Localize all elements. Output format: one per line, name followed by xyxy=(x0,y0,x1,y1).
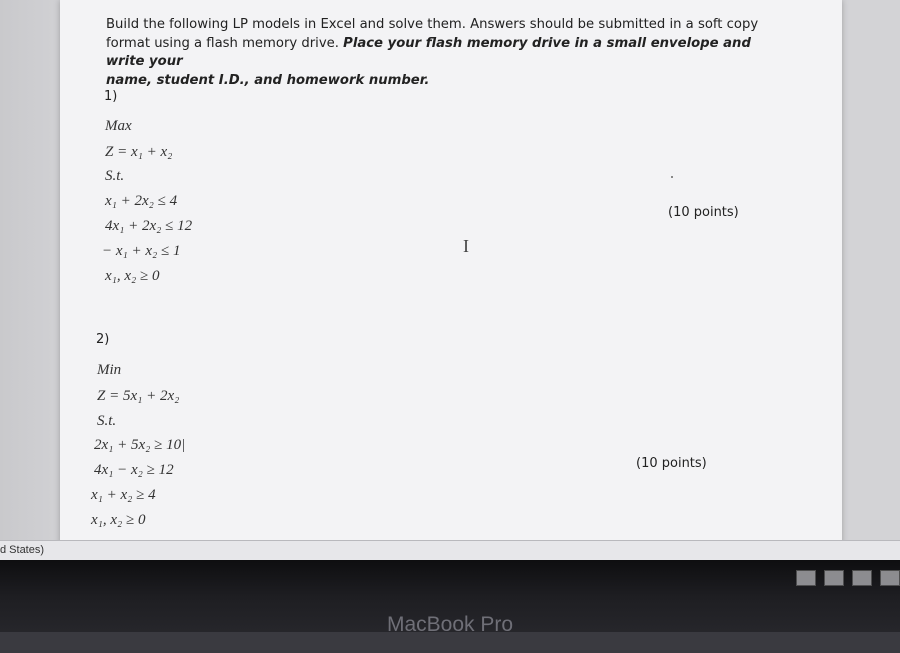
q2-constraint-1: 2x₁ + 5x₂ ≥ 10| xyxy=(94,437,186,453)
stray-dot xyxy=(671,176,673,178)
right-margin xyxy=(842,0,900,560)
q1-nonnegativity: x₁, x₂ ≥ 0 xyxy=(105,268,160,284)
outline-icon[interactable] xyxy=(852,570,872,586)
q1-subject-to: S.t. xyxy=(105,168,125,184)
q1-objective: Z = x₁ + x₂ xyxy=(105,144,173,160)
q1-points: (10 points) xyxy=(668,205,739,220)
text-cursor-icon: I xyxy=(463,236,469,256)
q1-constraint-3: − x₁ + x₂ ≤ 1 xyxy=(102,243,181,259)
status-language[interactable]: d States) xyxy=(0,544,45,556)
instructions-line-1: Build the following LP models in Excel and solve them. Answers should be submitted in a soft copy xyxy=(106,17,759,32)
q2-subject-to: S.t. xyxy=(97,413,117,429)
q2-constraint-3: x₁ + x₂ ≥ 4 xyxy=(91,487,156,503)
q1-constraint-1: x₁ + 2x₂ ≤ 4 xyxy=(105,193,178,209)
web-layout-icon[interactable] xyxy=(824,570,844,586)
q2-points: (10 points) xyxy=(636,456,707,471)
q2-constraint-2: 4x₁ − x₂ ≥ 12 xyxy=(94,462,174,478)
instructions-line-2b: Place your flash memory drive in a small envelope and write your xyxy=(106,35,751,69)
instructions-line-2 xyxy=(106,35,766,72)
question-1-number: 1) xyxy=(104,89,118,104)
instructions-line-3: name, student I.D., and homework number. xyxy=(106,72,430,88)
instructions-paragraph xyxy=(106,16,766,90)
instructions-line-2a: format using a flash memory drive. xyxy=(106,35,339,51)
q2-nonnegativity: x₁, x₂ ≥ 0 xyxy=(91,512,146,528)
q1-constraint-2: 4x₁ + 2x₂ ≤ 12 xyxy=(105,218,193,234)
q1-objective-type: Max xyxy=(105,118,132,134)
print-layout-icon[interactable] xyxy=(796,570,816,586)
question-2-number: 2) xyxy=(96,332,110,347)
macbook-pro-label: MacBook Pro xyxy=(386,613,514,636)
view-buttons xyxy=(796,570,900,588)
q2-objective-type: Min xyxy=(97,362,122,378)
document-page[interactable] xyxy=(60,0,842,545)
draft-icon[interactable] xyxy=(880,570,900,586)
q2-objective: Z = 5x₁ + 2x₂ xyxy=(97,388,180,404)
